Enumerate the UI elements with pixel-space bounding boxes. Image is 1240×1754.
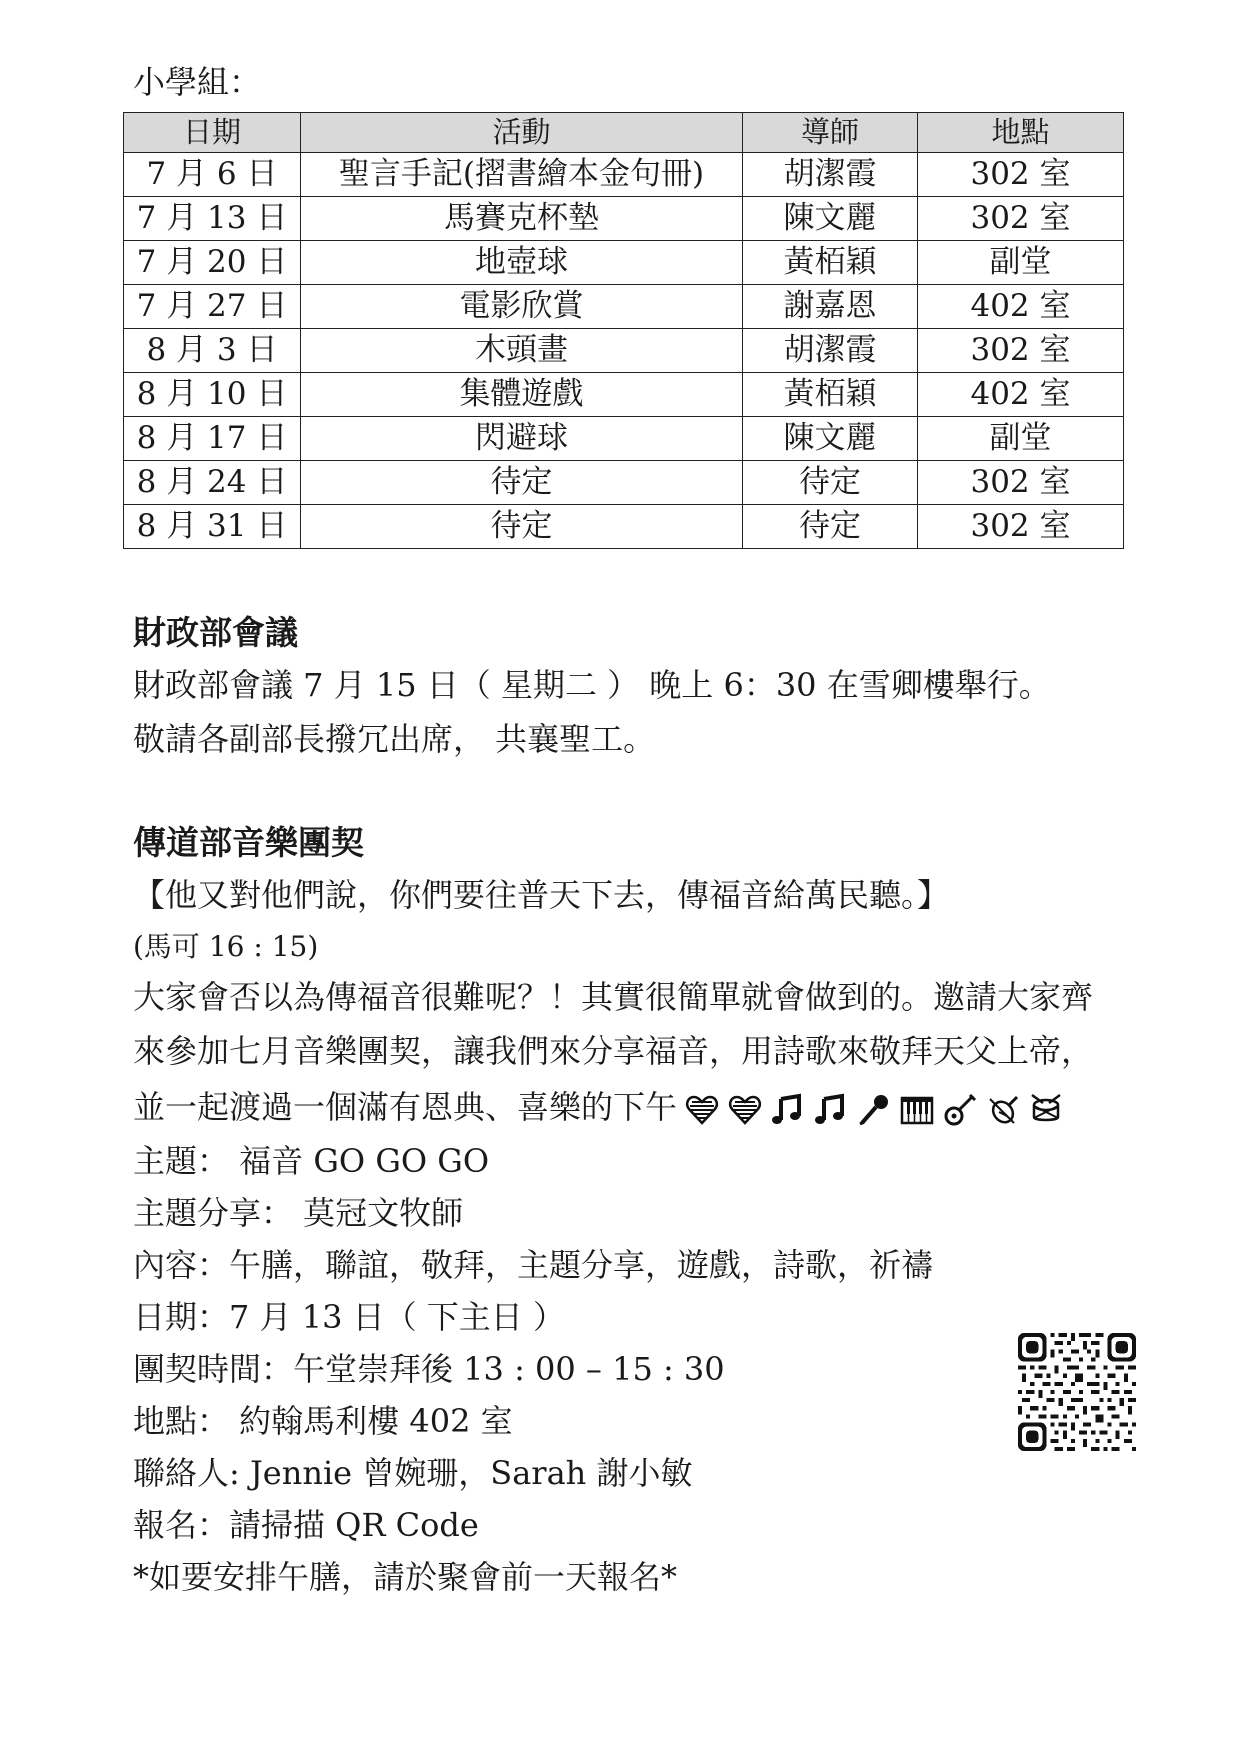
cell-location: 402 室	[918, 285, 1124, 329]
invitation-text: 來參加七月音樂團契，讓我們來分享福音，用詩歌來敬拜天父上帝，	[133, 1032, 1094, 1070]
table-row	[124, 197, 1124, 241]
table-header-row	[124, 113, 1124, 153]
cell-location: 副堂	[918, 417, 1124, 461]
cell-location: 302 室	[918, 153, 1124, 197]
cell-location: 副堂	[918, 241, 1124, 285]
cell-activity: 地壺球	[301, 241, 743, 285]
primary-schedule-table	[123, 112, 1124, 549]
microphone-icon	[857, 1093, 891, 1127]
cell-location: 302 室	[918, 329, 1124, 373]
cell-tutor: 待定	[743, 461, 918, 505]
cell-tutor: 待定	[743, 505, 918, 549]
cell-tutor: 陳文麗	[743, 197, 918, 241]
cell-date: 7 月 27 日	[124, 285, 301, 329]
lunch-note: *如要安排午膳，請於聚會前一天報名*	[133, 1558, 678, 1596]
heart-icon	[728, 1093, 762, 1127]
cell-location: 302 室	[918, 505, 1124, 549]
table-row	[124, 505, 1124, 549]
invitation-text: 並一起渡過一個滿有恩典、喜樂的下午	[133, 1088, 678, 1126]
violin-icon	[986, 1093, 1020, 1127]
table-row	[124, 461, 1124, 505]
finance-meeting-heading: 財政部會議	[133, 613, 298, 652]
cell-activity: 木頭畫	[301, 329, 743, 373]
cell-date: 8 月 17 日	[124, 417, 301, 461]
cell-tutor: 謝嘉恩	[743, 285, 918, 329]
cell-tutor: 胡潔霞	[743, 329, 918, 373]
music-notes-icon	[814, 1093, 848, 1127]
drum-icon	[1029, 1093, 1063, 1127]
cell-tutor: 陳文麗	[743, 417, 918, 461]
cell-date: 8 月 10 日	[124, 373, 301, 417]
fellowship-venue: 地點： 約翰馬利樓 402 室	[133, 1402, 513, 1440]
column-header-tutor: 導師	[743, 113, 918, 153]
cell-tutor: 黃栢穎	[743, 373, 918, 417]
column-header-date: 日期	[124, 113, 301, 153]
fellowship-theme: 主題： 福音 GO GO GO	[133, 1142, 490, 1180]
cell-tutor: 胡潔霞	[743, 153, 918, 197]
fellowship-date: 日期：7 月 13 日（ 下主日 ）	[133, 1298, 565, 1336]
column-header-location: 地點	[918, 113, 1124, 153]
bible-verse: 【他又對他們說，你們要往普天下去，傳福音給萬民聽。】	[133, 876, 950, 914]
table-row	[124, 329, 1124, 373]
invitation-text: 大家會否以為傳福音很難呢？！其實很簡單就會做到的。邀請大家齊	[133, 978, 1094, 1016]
cell-activity: 電影欣賞	[301, 285, 743, 329]
cell-activity: 集體遊戲	[301, 373, 743, 417]
cell-activity: 馬賽克杯墊	[301, 197, 743, 241]
piano-keys-icon	[900, 1093, 934, 1127]
cell-activity: 閃避球	[301, 417, 743, 461]
cell-date: 7 月 13 日	[124, 197, 301, 241]
table-row	[124, 241, 1124, 285]
table-row	[124, 417, 1124, 461]
heart-icon	[685, 1093, 719, 1127]
cell-date: 7 月 20 日	[124, 241, 301, 285]
guitar-icon	[943, 1093, 977, 1127]
fellowship-content: 內容：午膳，聯誼，敬拜，主題分享，遊戲，詩歌，祈禱	[133, 1246, 934, 1284]
fellowship-time: 團契時間：午堂崇拜後 13 : 00 – 15 : 30	[133, 1350, 725, 1388]
music-fellowship-heading: 傳道部音樂團契	[133, 823, 364, 862]
registration-instruction: 報名：請掃描 QR Code	[133, 1506, 479, 1544]
table-row	[124, 373, 1124, 417]
emoji-row	[685, 1093, 1063, 1127]
cell-activity: 聖言手記(摺書繪本金句冊)	[301, 153, 743, 197]
cell-activity: 待定	[301, 505, 743, 549]
cell-date: 7 月 6 日	[124, 153, 301, 197]
table-row	[124, 285, 1124, 329]
finance-meeting-line: 財政部會議 7 月 15 日（ 星期二 ） 晚上 6：30 在雪卿樓舉行。	[133, 666, 1051, 704]
cell-date: 8 月 24 日	[124, 461, 301, 505]
cell-location: 402 室	[918, 373, 1124, 417]
cell-location: 302 室	[918, 461, 1124, 505]
cell-activity: 待定	[301, 461, 743, 505]
cell-tutor: 黃栢穎	[743, 241, 918, 285]
contact-persons: 聯絡人: Jennie 曾婉珊，Sarah 謝小敏	[133, 1454, 693, 1492]
cell-date: 8 月 31 日	[124, 505, 301, 549]
table-row	[124, 153, 1124, 197]
music-notes-icon	[771, 1093, 805, 1127]
invitation-text-line	[133, 1085, 1063, 1129]
registration-qr-code[interactable]	[1018, 1333, 1136, 1451]
column-header-activity: 活動	[301, 113, 743, 153]
primary-section-label: 小學組：	[133, 63, 262, 101]
cell-date: 8 月 3 日	[124, 329, 301, 373]
theme-speaker: 主題分享： 莫冠文牧師	[133, 1194, 464, 1232]
finance-meeting-line: 敬請各副部長撥冗出席， 共襄聖工。	[133, 720, 656, 758]
verse-reference: (馬可 16 : 15)	[133, 930, 319, 963]
cell-location: 302 室	[918, 197, 1124, 241]
